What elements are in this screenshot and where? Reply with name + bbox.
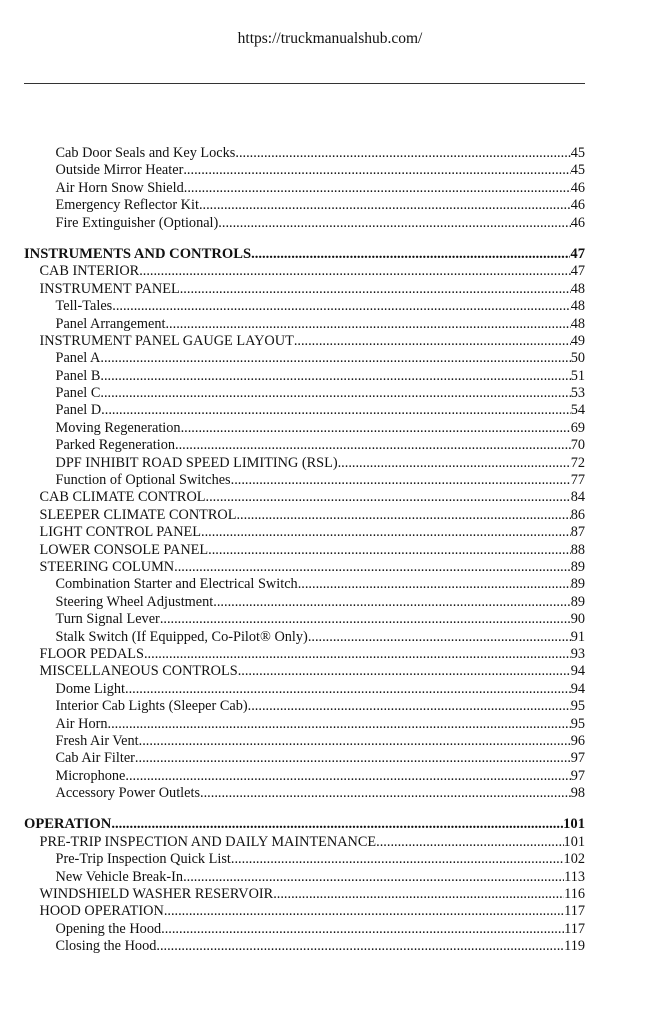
dot-leader xyxy=(231,851,564,868)
toc-entry[interactable] xyxy=(24,716,585,733)
toc-entry[interactable] xyxy=(24,333,585,350)
toc-entry[interactable] xyxy=(24,385,585,402)
toc-entry-title: WINDSHIELD WASHER RESERVOIR xyxy=(39,886,274,903)
toc-entry-title: Moving Regeneration xyxy=(55,419,181,436)
dot-leader xyxy=(231,472,571,489)
toc-entry-title: HOOD OPERATION xyxy=(39,903,164,920)
table-of-contents xyxy=(24,145,585,956)
dot-leader xyxy=(273,886,564,903)
dot-leader xyxy=(235,145,570,162)
toc-entry-title: Panel Arrangement xyxy=(55,315,166,332)
toc-section-heading[interactable] xyxy=(24,816,585,833)
toc-entry-page-number: 96 xyxy=(570,732,585,749)
toc-entry[interactable] xyxy=(24,524,585,541)
toc-entry[interactable] xyxy=(24,145,585,162)
dot-leader xyxy=(298,576,571,593)
toc-entry[interactable] xyxy=(24,733,585,750)
toc-entry[interactable] xyxy=(24,663,585,680)
toc-entry[interactable] xyxy=(24,576,585,593)
dot-leader xyxy=(139,263,571,280)
toc-entry-page-number: 89 xyxy=(570,576,585,593)
toc-entry[interactable] xyxy=(24,215,585,232)
dot-leader xyxy=(181,420,571,437)
toc-entry-title: LIGHT CONTROL PANEL xyxy=(39,524,202,541)
toc-entry-page-number: 46 xyxy=(570,179,585,196)
toc-entry[interactable] xyxy=(24,750,585,767)
toc-entry-title: STEERING COLUMN xyxy=(39,558,175,575)
toc-entry[interactable] xyxy=(24,350,585,367)
toc-entry-title: Panel C xyxy=(55,385,101,402)
dot-leader xyxy=(125,768,570,785)
dot-leader xyxy=(164,903,564,920)
dot-leader xyxy=(183,869,564,886)
toc-entry[interactable] xyxy=(24,542,585,559)
toc-entry-page-number: 49 xyxy=(570,332,585,349)
toc-entry[interactable] xyxy=(24,921,585,938)
dot-leader xyxy=(206,489,571,506)
toc-entry-page-number: 45 xyxy=(570,145,585,161)
toc-entry-title: Tell-Tales xyxy=(55,298,113,315)
toc-entry[interactable] xyxy=(24,886,585,903)
toc-entry[interactable] xyxy=(24,681,585,698)
dot-leader xyxy=(251,246,570,263)
toc-entry[interactable] xyxy=(24,437,585,454)
toc-section-heading[interactable] xyxy=(24,246,585,263)
toc-entry-title: Fire Extinguisher (Optional) xyxy=(55,214,219,231)
toc-entry-title: Cab Door Seals and Key Locks xyxy=(55,145,236,161)
toc-entry[interactable] xyxy=(24,298,585,315)
toc-entry-title: PRE-TRIP INSPECTION AND DAILY MAINTENANCE xyxy=(39,833,377,850)
toc-entry[interactable] xyxy=(24,197,585,214)
toc-entry-title: MISCELLANEOUS CONTROLS xyxy=(39,663,238,680)
toc-entry[interactable] xyxy=(24,559,585,576)
toc-entry-title: Steering Wheel Adjustment xyxy=(55,593,214,610)
toc-entry-page-number: 69 xyxy=(570,419,585,436)
toc-entry-title: New Vehicle Break-In xyxy=(55,868,184,885)
toc-entry-page-number: 47 xyxy=(570,245,585,262)
dot-leader xyxy=(144,646,571,663)
toc-entry-page-number: 45 xyxy=(570,162,585,179)
toc-entry-page-number: 86 xyxy=(570,506,585,523)
toc-entry-title: INSTRUMENT PANEL xyxy=(39,280,180,297)
toc-entry-title: Closing the Hood xyxy=(55,938,157,955)
dot-leader xyxy=(238,663,571,680)
dot-leader xyxy=(160,611,571,628)
toc-entry[interactable] xyxy=(24,869,585,886)
dot-leader xyxy=(200,785,571,802)
dot-leader xyxy=(199,197,571,214)
toc-entry-page-number: 101 xyxy=(563,816,585,833)
dot-leader xyxy=(180,281,571,298)
toc-entry-title: Fresh Air Vent xyxy=(55,732,139,749)
toc-entry-page-number: 93 xyxy=(570,645,585,662)
toc-entry-title: CAB INTERIOR xyxy=(39,263,140,280)
toc-entry-page-number: 54 xyxy=(570,402,585,419)
dot-leader xyxy=(236,507,570,524)
toc-entry-page-number: 89 xyxy=(570,593,585,610)
toc-entry-title: Microphone xyxy=(55,767,126,784)
toc-entry-page-number: 98 xyxy=(570,785,585,802)
toc-entry-page-number: 116 xyxy=(564,886,585,903)
toc-entry-title: OPERATION xyxy=(24,816,112,833)
toc-entry-page-number: 91 xyxy=(570,628,585,645)
toc-entry-title: INSTRUMENT PANEL GAUGE LAYOUT xyxy=(39,332,294,349)
dot-leader xyxy=(208,542,571,559)
toc-entry-title: DPF INHIBIT ROAD SPEED LIMITING (RSL) xyxy=(55,454,338,471)
dot-leader xyxy=(175,437,571,454)
dot-leader xyxy=(161,921,564,938)
toc-entry-page-number: 95 xyxy=(570,698,585,715)
toc-entry[interactable] xyxy=(24,180,585,197)
dot-leader xyxy=(213,594,570,611)
toc-entry-title: INSTRUMENTS AND CONTROLS xyxy=(24,245,252,262)
toc-entry[interactable] xyxy=(24,903,585,920)
header-divider xyxy=(24,83,585,84)
dot-leader xyxy=(100,385,570,402)
dot-leader xyxy=(248,698,571,715)
toc-entry[interactable] xyxy=(24,472,585,489)
toc-entry-page-number: 51 xyxy=(570,367,585,384)
toc-entry[interactable] xyxy=(24,938,585,955)
toc-entry-title: LOWER CONSOLE PANEL xyxy=(39,541,209,558)
toc-entry-title: Interior Cab Lights (Sleeper Cab) xyxy=(55,698,248,715)
toc-entry-page-number: 46 xyxy=(570,214,585,231)
toc-entry-page-number: 50 xyxy=(570,350,585,367)
toc-entry[interactable] xyxy=(24,698,585,715)
toc-entry[interactable] xyxy=(24,768,585,785)
toc-entry-page-number: 97 xyxy=(570,767,585,784)
toc-entry[interactable] xyxy=(24,402,585,419)
dot-leader xyxy=(338,455,571,472)
toc-entry[interactable] xyxy=(24,281,585,298)
toc-entry[interactable] xyxy=(24,851,585,868)
toc-entry-page-number: 90 xyxy=(570,611,585,628)
dot-leader xyxy=(165,316,570,333)
toc-entry-title: Cab Air Filter xyxy=(55,750,135,767)
toc-entry[interactable] xyxy=(24,611,585,628)
toc-entry[interactable] xyxy=(24,420,585,437)
dot-leader xyxy=(100,368,570,385)
toc-entry-page-number: 94 xyxy=(570,663,585,680)
toc-entry[interactable] xyxy=(24,316,585,333)
toc-entry-title: Panel A xyxy=(55,350,101,367)
toc-entry-page-number: 77 xyxy=(570,472,585,489)
toc-entry[interactable] xyxy=(24,162,585,179)
toc-entry-title: Panel D xyxy=(55,402,102,419)
toc-entry-title: Accessory Power Outlets xyxy=(55,785,201,802)
toc-entry-page-number: 97 xyxy=(570,750,585,767)
toc-entry-title: Stalk Switch (If Equipped, Co-Pilot® Only) xyxy=(55,628,308,645)
toc-entry[interactable] xyxy=(24,594,585,611)
toc-entry-title: Air Horn Snow Shield xyxy=(55,179,184,196)
dot-leader xyxy=(174,559,571,576)
toc-entry-title: Pre-Trip Inspection Quick List xyxy=(55,851,231,868)
toc-entry-title: Air Horn xyxy=(55,715,108,732)
toc-entry[interactable] xyxy=(24,263,585,280)
toc-entry-page-number: 117 xyxy=(564,903,585,920)
toc-entry-page-number: 46 xyxy=(570,197,585,214)
dot-leader xyxy=(112,298,570,315)
toc-entry-page-number: 48 xyxy=(570,315,585,332)
toc-entry-title: Emergency Reflector Kit xyxy=(55,197,199,214)
toc-entry-page-number: 88 xyxy=(570,541,585,558)
toc-entry-page-number: 70 xyxy=(570,437,585,454)
toc-entry[interactable] xyxy=(24,368,585,385)
toc-entry-page-number: 87 xyxy=(570,524,585,541)
dot-leader xyxy=(139,733,571,750)
toc-entry-page-number: 84 xyxy=(570,489,585,506)
dot-leader xyxy=(308,629,571,646)
dot-leader xyxy=(156,938,564,955)
toc-entry[interactable] xyxy=(24,646,585,663)
toc-entry-title: CAB CLIMATE CONTROL xyxy=(39,489,206,506)
dot-leader xyxy=(183,162,570,179)
toc-entry-page-number: 101 xyxy=(563,833,585,850)
toc-entry-page-number: 94 xyxy=(570,680,585,697)
dot-leader xyxy=(376,834,563,851)
site-url[interactable]: https://truckmanualshub.com/ xyxy=(237,30,423,47)
toc-entry-page-number: 89 xyxy=(570,558,585,575)
toc-entry-title: Turn Signal Lever xyxy=(55,611,160,628)
toc-entry-page-number: 95 xyxy=(570,715,585,732)
toc-entry-page-number: 113 xyxy=(564,868,585,885)
toc-entry-page-number: 117 xyxy=(564,920,585,937)
toc-entry-title: Panel B xyxy=(55,367,101,384)
dot-leader xyxy=(101,402,571,419)
dot-leader xyxy=(111,816,563,833)
dot-leader xyxy=(218,215,570,232)
toc-entry[interactable] xyxy=(24,507,585,524)
toc-entry-page-number: 48 xyxy=(570,280,585,297)
dot-leader xyxy=(184,180,571,197)
toc-entry-page-number: 72 xyxy=(570,454,585,471)
dot-leader xyxy=(135,750,571,767)
dot-leader xyxy=(108,716,571,733)
toc-entry[interactable] xyxy=(24,455,585,472)
toc-entry-page-number: 48 xyxy=(570,298,585,315)
toc-entry[interactable] xyxy=(24,629,585,646)
dot-leader xyxy=(201,524,571,541)
toc-entry[interactable] xyxy=(24,834,585,851)
toc-entry-title: Function of Optional Switches xyxy=(55,472,231,489)
toc-entry-page-number: 47 xyxy=(570,263,585,280)
toc-entry[interactable] xyxy=(24,489,585,506)
dot-leader xyxy=(125,681,571,698)
toc-entry-title: Dome Light xyxy=(55,680,125,697)
toc-entry-page-number: 53 xyxy=(570,385,585,402)
toc-entry-title: Combination Starter and Electrical Switch xyxy=(55,576,298,593)
dot-leader xyxy=(294,333,571,350)
dot-leader xyxy=(100,350,570,367)
toc-entry-page-number: 102 xyxy=(563,851,585,868)
toc-entry-title: SLEEPER CLIMATE CONTROL xyxy=(39,506,237,523)
toc-entry-title: Parked Regeneration xyxy=(55,437,175,454)
toc-entry-title: FLOOR PEDALS xyxy=(39,645,144,662)
toc-entry[interactable] xyxy=(24,785,585,802)
toc-entry-page-number: 119 xyxy=(564,938,585,955)
toc-entry-title: Opening the Hood xyxy=(55,920,162,937)
toc-entry-title: Outside Mirror Heater xyxy=(55,162,184,179)
